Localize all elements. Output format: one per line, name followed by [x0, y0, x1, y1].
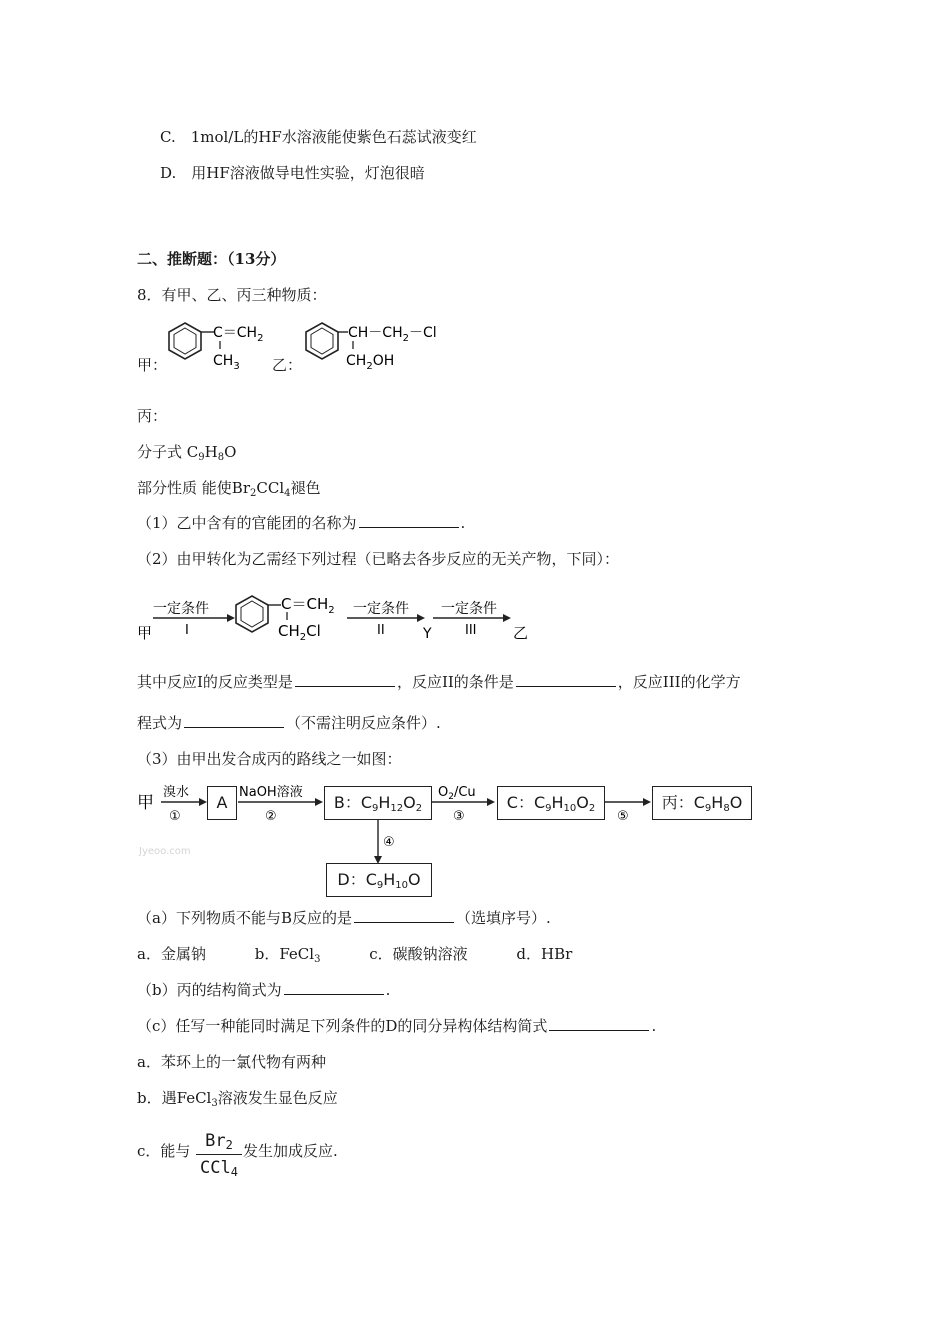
svg-text:一定条件: 一定条件	[353, 601, 409, 617]
svg-text:④: ④	[383, 835, 395, 850]
part-2-question: 其中反应I的反应类型是 ，反应II的条件是 ，反应III的化学方	[137, 673, 741, 691]
condition-a: a．苯环上的一氯代物有两种	[137, 1053, 326, 1071]
part-1: （1）乙中含有的官能团的名称为 .	[137, 514, 466, 532]
jia-label: 甲：	[137, 356, 168, 374]
jia-bottom: $CH_3$	[213, 353, 240, 372]
question-a: （a）下列物质不能与B反应的是 （选填序号）.	[137, 909, 551, 927]
question-c: （c）任写一种能同时满足下列条件的D的同分异构体结构简式 .	[137, 1017, 657, 1035]
answer-blank[interactable]	[184, 713, 284, 728]
section-heading: 二、推断题：（13分）	[137, 250, 286, 268]
scheme1-end: 乙	[513, 624, 529, 642]
option-a-list: a．金属钠 b．FeCl$_3$ c．碳酸钠溶液 d．HBr	[137, 945, 573, 965]
condition-c-pre: c．能与	[137, 1142, 191, 1160]
part-2: （2）由甲转化为乙需经下列过程（已略去各步反应的无关产物，下同）：	[137, 550, 620, 568]
compound-b: B：$C_9H_{12}O_2$	[324, 786, 432, 820]
yi-label: 乙：	[272, 356, 303, 374]
scheme1-mid-top: $C=CH_2$	[281, 595, 335, 616]
svg-text:NaOH溶液: NaOH溶液	[239, 785, 303, 800]
part-2-question-cont: 程式为 （不需注明反应条件）.	[137, 714, 441, 732]
property-line: 部分性质 能使$Br_2CCl_4$褪色	[137, 479, 321, 499]
answer-blank[interactable]	[516, 672, 616, 687]
reaction-scheme-1	[135, 582, 555, 644]
bing-label: 丙：	[137, 407, 168, 425]
question-b: （b）丙的结构简式为 .	[137, 981, 391, 999]
scheme1-y: Y	[423, 626, 432, 642]
option-d: D. 用HF溶液做导电性实验，灯泡很暗	[160, 164, 425, 182]
watermark: Jyeoo.com	[139, 846, 191, 857]
option-c: C. 1mol/L的HF水溶液能使紫色石蕊试液变红	[160, 128, 477, 146]
yi-top: $CH-CH_2-Cl$	[348, 325, 437, 344]
compound-c: C：$C_9H_{10}O_2$	[497, 786, 605, 820]
compound-bing: 丙：$C_9H_8O$	[652, 786, 752, 820]
scheme2-start: 甲	[137, 793, 154, 813]
part-3: （3）由甲出发合成丙的路线之一如图：	[137, 750, 402, 768]
formula-line: 分子式 $C_9H_8O$	[137, 443, 237, 463]
scheme1-start: 甲	[137, 624, 153, 642]
svg-text:⑤: ⑤	[617, 809, 629, 824]
question-8-intro: 8．有甲、乙、丙三种物质：	[137, 286, 327, 304]
answer-blank[interactable]	[354, 908, 454, 923]
fraction-denominator: CCl$_4$	[200, 1158, 238, 1179]
svg-text:①: ①	[169, 809, 181, 824]
svg-text:一定条件: 一定条件	[153, 601, 209, 617]
reagent-o2-cu: $O_2/Cu$	[438, 785, 476, 802]
answer-blank[interactable]	[295, 672, 395, 687]
fraction-bar	[196, 1154, 242, 1155]
jia-structure	[163, 315, 283, 375]
svg-text:II: II	[377, 623, 385, 638]
condition-b: b．遇FeCl$_3$溶液发生显色反应	[137, 1089, 338, 1109]
svg-text:溴水: 溴水	[163, 785, 190, 800]
svg-text:III: III	[465, 623, 477, 638]
fraction-numerator: $Br_2$	[205, 1131, 233, 1152]
jia-top: $C=CH_2$	[213, 325, 264, 344]
svg-text:一定条件: 一定条件	[441, 601, 497, 617]
yi-structure	[300, 315, 460, 375]
condition-c-post: 发生加成反应.	[243, 1142, 338, 1160]
answer-blank[interactable]	[549, 1016, 649, 1031]
yi-bottom: $CH_2OH$	[346, 353, 395, 372]
answer-blank[interactable]	[359, 513, 459, 528]
svg-text:I: I	[185, 623, 189, 638]
scheme1-mid-bottom: $CH_2Cl$	[278, 622, 321, 643]
answer-blank[interactable]	[284, 980, 384, 995]
compound-a: A	[207, 786, 237, 820]
svg-text:②: ②	[265, 809, 277, 824]
compound-d: D：$C_9H_{10}O$	[326, 863, 432, 897]
svg-text:③: ③	[453, 809, 465, 824]
